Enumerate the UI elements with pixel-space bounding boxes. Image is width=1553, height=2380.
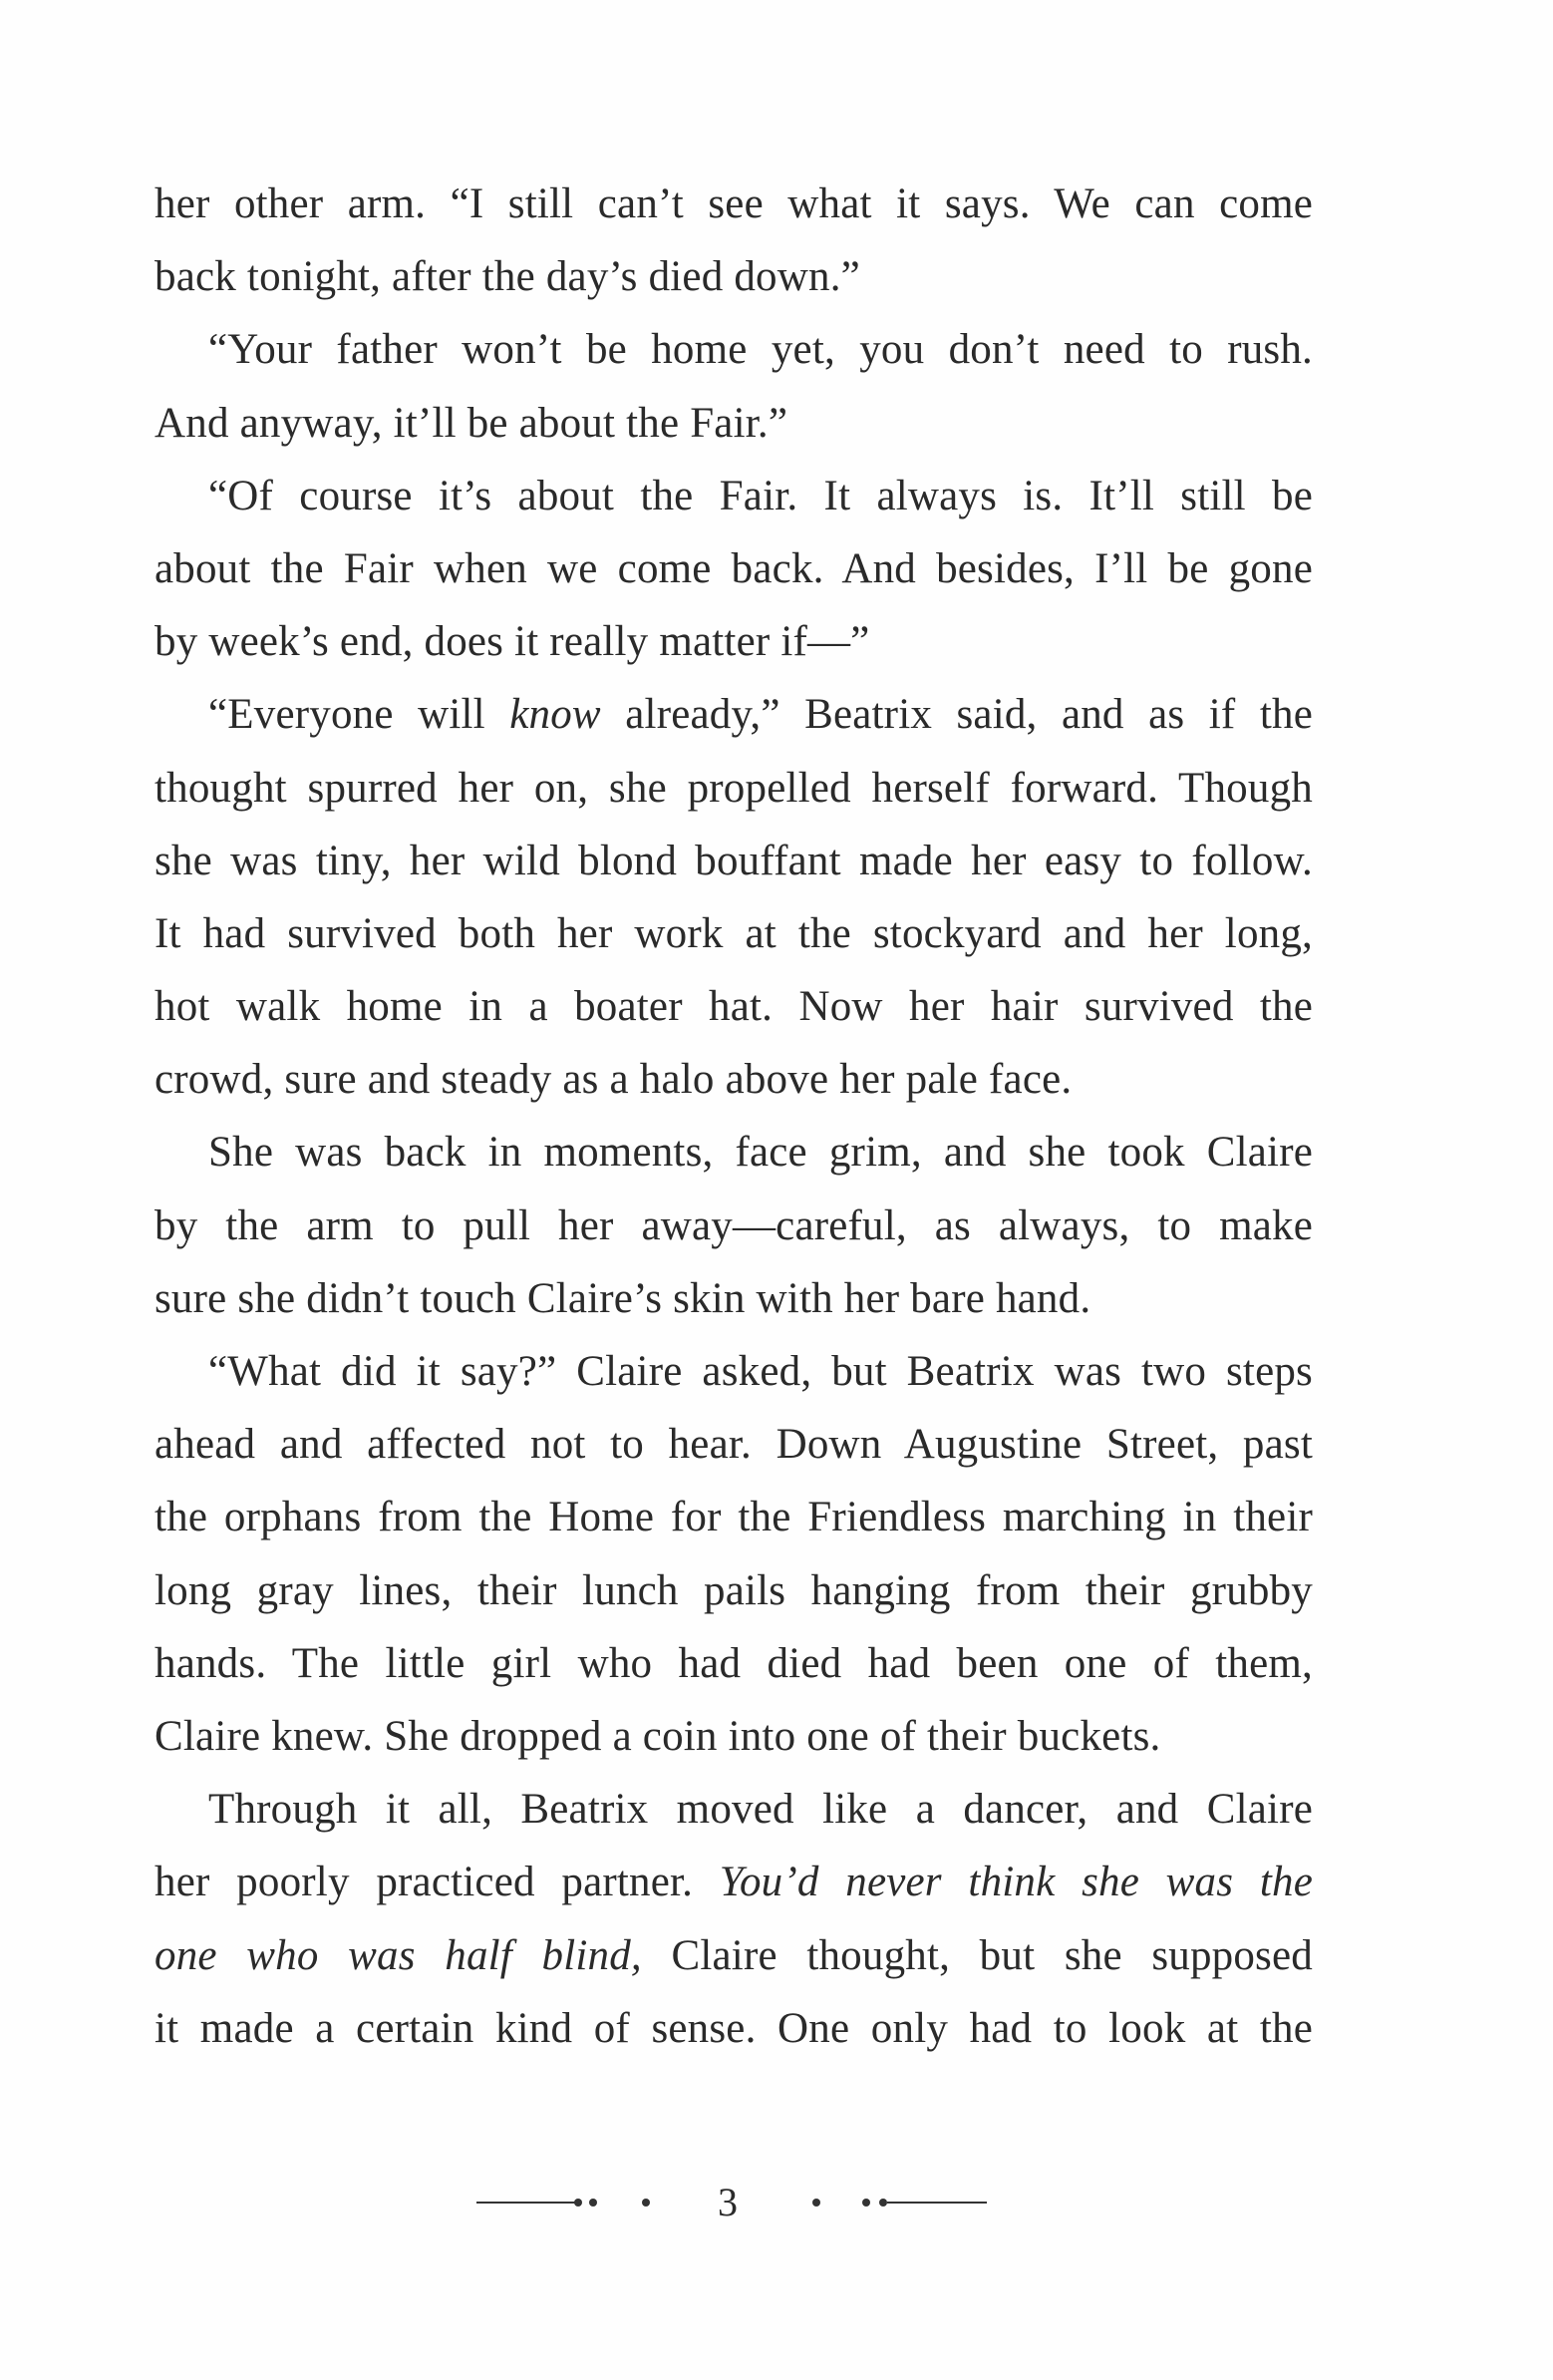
folio-dot [812,2199,820,2207]
folio-dot [589,2199,597,2207]
folio-rule-left [476,2202,576,2204]
text-line: it made a certain kind of sense. One only had to look at the [155,2004,1313,2052]
text-line: hot walk home in a boater hat. Now her hair survived the [155,983,1313,1031]
text-line [155,1919,1313,1992]
folio-dot [642,2199,650,2207]
text-line: ahead and affected not to hear. Down Augustine Street, past [155,1421,1313,1469]
text-line: crowd, sure and steady as a halo above her pale face. [155,1056,1073,1104]
text-line: by the arm to pull her away—careful, as always, to make [155,1201,1313,1249]
italic-run: one who was half blind, [155,1931,642,1979]
text-line: about the Fair when we come back. And besides, I’ll be gone [155,544,1313,592]
text-line: her other arm. “I still can’t see what it says. We can come [155,180,1313,227]
page-footer [0,2174,1553,2233]
text-line: It had survived both her work at the stockyard and her long, [155,909,1313,957]
text-line: “What did it say?” Claire asked, but Beatrix was two steps [208,1348,1313,1395]
folio-dot [862,2199,870,2207]
text-run: “Everyone will [208,691,510,739]
body-text [155,168,1313,2065]
text-line: She was back in moments, face grim, and she took Claire [208,1129,1313,1177]
text-run: already,” Beatrix said, and as if the [600,691,1313,739]
folio-dot [879,2199,887,2207]
text-line: Claire knew. She dropped a coin into one of their buckets. [155,1712,1161,1760]
text-line [155,678,1313,751]
folio-dot [574,2199,582,2207]
text-line [155,1846,1313,1918]
text-line: thought spurred her on, she propelled herself forward. Though [155,764,1313,812]
text-line: back tonight, after the day’s died down.” [155,253,860,301]
text-line: And anyway, it’ll be about the Fair.” [155,399,788,447]
page-number: 3 [718,2180,738,2224]
folio-rule-right [887,2202,987,2204]
text-line: the orphans from the Home for the Friendless marching in their [155,1494,1313,1541]
text-line: Through it all, Beatrix moved like a dancer, and Claire [208,1786,1313,1834]
text-line: she was tiny, her wild blond bouffant made her easy to follow. [155,837,1313,884]
text-line: hands. The little girl who had died had been one of them, [155,1639,1313,1687]
text-run: her poorly practiced partner. [155,1859,720,1906]
text-run: Claire thought, but she supposed [641,1931,1313,1979]
text-line: long gray lines, their lunch pails hanging from their grubby [155,1566,1313,1614]
text-line: by week’s end, does it really matter if—” [155,618,870,666]
text-line: “Your father won’t be home yet, you don’t need to rush. [208,326,1313,374]
text-line: “Of course it’s about the Fair. It always is. It’ll still be [208,472,1313,519]
text-line: sure she didn’t touch Claire’s skin with her bare hand. [155,1274,1091,1322]
italic-run: You’d never think she was the [719,1859,1313,1906]
italic-run: know [509,691,601,739]
